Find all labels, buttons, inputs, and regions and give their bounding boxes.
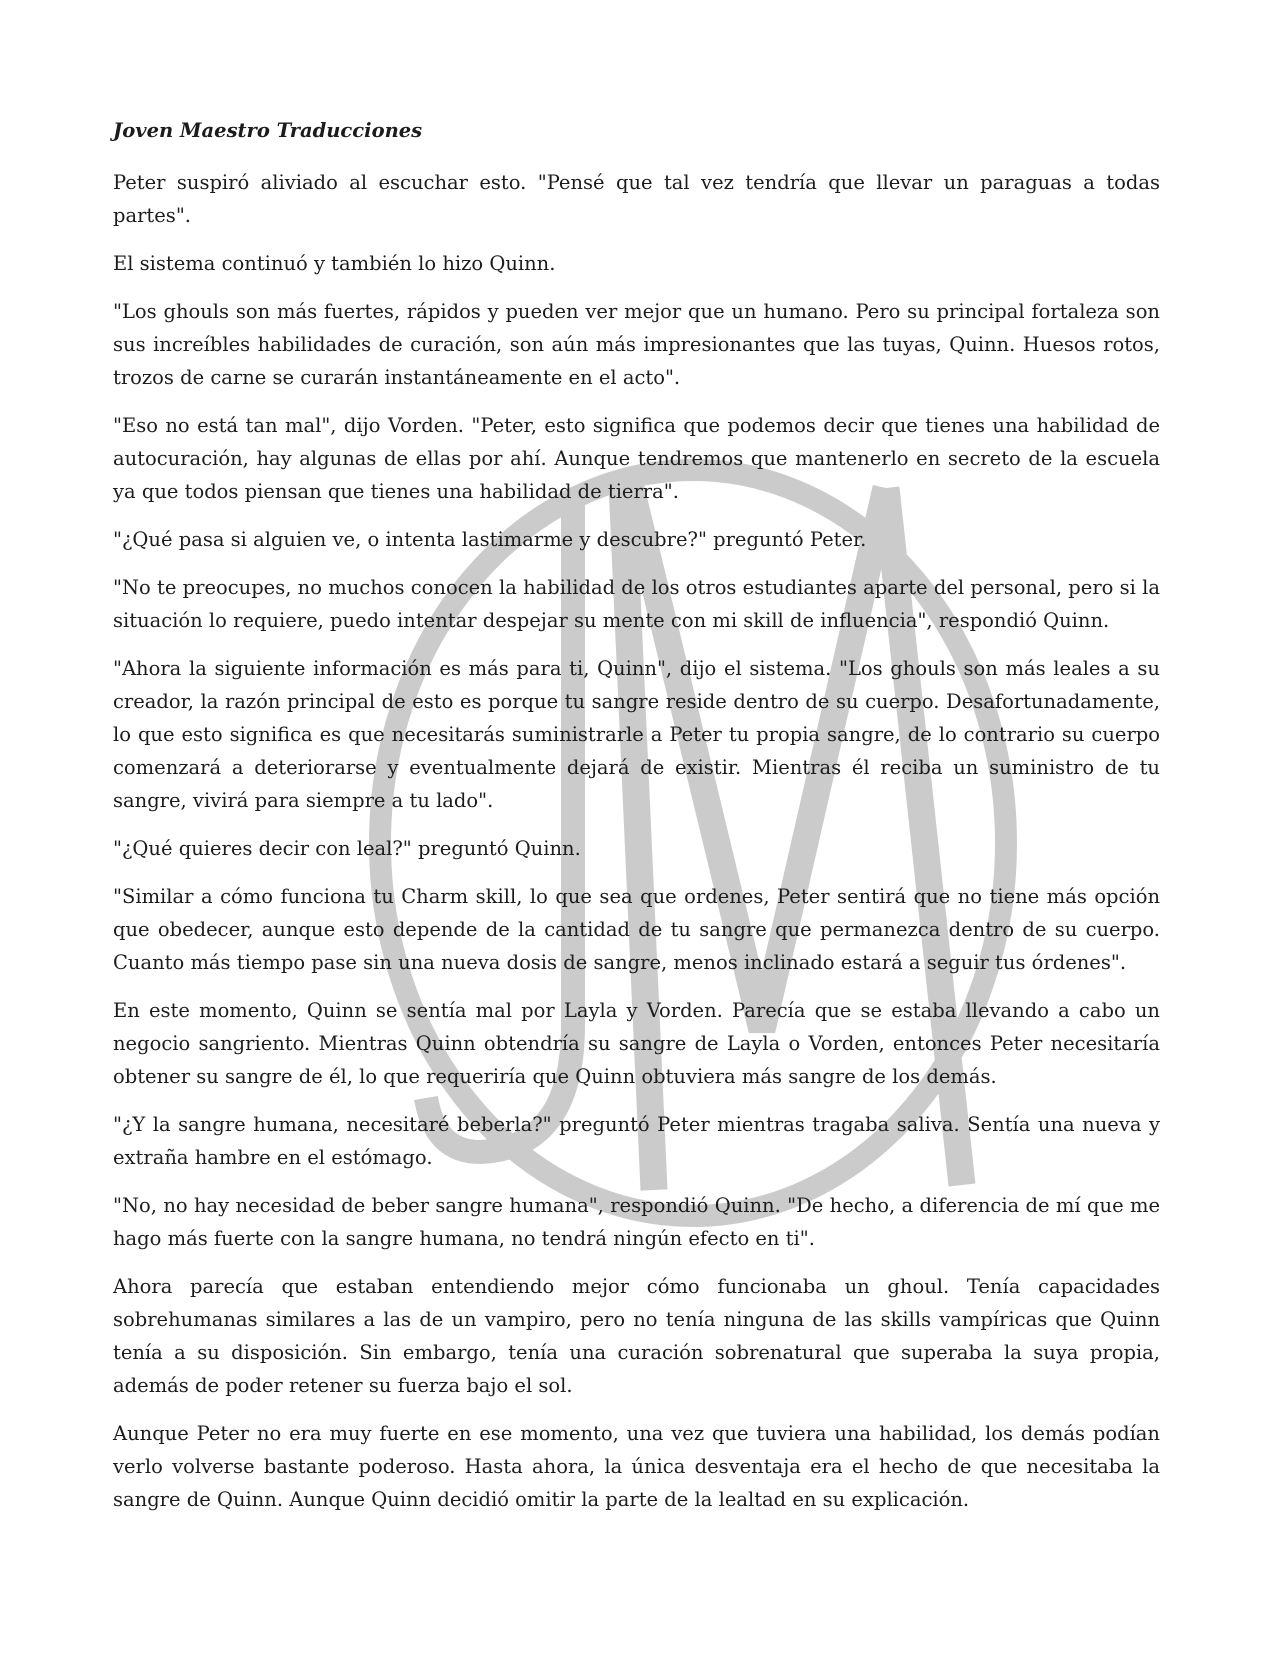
paragraph: "¿Qué quieres decir con leal?" preguntó Quinn.	[113, 837, 581, 860]
paragraph: "Los ghouls son más fuertes, rápidos y pueden ver mejor que un humano. Pero su principal fortaleza son sus increíbles habilidades de curación, son aún más impresionantes que las tuyas, Quinn. Huesos rotos, trozos de carne se curarán instantáneamente en el acto".	[113, 300, 1160, 389]
paragraph: El sistema continuó y también lo hizo Quinn.	[113, 252, 556, 275]
paragraph: "¿Y la sangre humana, necesitaré beberla?" preguntó Peter mientras tragaba saliva. Sentía una nueva y extraña hambre en el estómago.	[113, 1113, 1160, 1169]
document-title: Joven Maestro Traducciones	[113, 119, 423, 142]
paragraph: "Eso no está tan mal", dijo Vorden. "Peter, esto significa que podemos decir que tienes una habilidad de autocuración, hay algunas de ellas por ahí. Aunque tendremos que mantenerlo en secreto de la escuela ya que todos piensan que tienes una habilidad de tierra".	[113, 414, 1160, 503]
paragraph: "Similar a cómo funciona tu Charm skill, lo que sea que ordenes, Peter sentirá que no tiene más opción que obedecer, aunque esto depende de la cantidad de tu sangre que permanezca dentro de su cuerpo. Cuanto más tiempo pase sin una nueva dosis de sangre, menos inclinado estará a seguir tus órdenes".	[113, 885, 1160, 974]
paragraph: Aunque Peter no era muy fuerte en ese momento, una vez que tuviera una habilidad, los demás podían verlo volverse bastante poderoso. Hasta ahora, la única desventaja era el hecho de que necesitaba la sangre de Quinn. Aunque Quinn decidió omitir la parte de la lealtad en su explicación.	[113, 1422, 1160, 1511]
paragraph: "No, no hay necesidad de beber sangre humana", respondió Quinn. "De hecho, a diferencia de mí que me hago más fuerte con la sangre humana, no tendrá ningún efecto en ti".	[113, 1194, 1160, 1250]
paragraph: En este momento, Quinn se sentía mal por Layla y Vorden. Parecía que se estaba llevando a cabo un negocio sangriento. Mientras Quinn obtendría su sangre de Layla o Vorden, entonces Peter necesitaría obtener su sangre de él, lo que requeriría que Quinn obtuviera más sangre de los demás.	[113, 999, 1160, 1088]
paragraph: "No te preocupes, no muchos conocen la habilidad de los otros estudiantes aparte del personal, pero si la situación lo requiere, puedo intentar despejar su mente con mi skill de influencia", respondió Quinn.	[113, 576, 1160, 632]
paragraph: Peter suspiró aliviado al escuchar esto. "Pensé que tal vez tendría que llevar un paraguas a todas partes".	[113, 171, 1160, 227]
paragraph: Ahora parecía que estaban entendiendo mejor cómo funcionaba un ghoul. Tenía capacidades sobrehumanas similares a las de un vampiro, pero no tenía ninguna de las skills vampíricas que Quinn tenía a su disposición. Sin embargo, tenía una curación sobrenatural que superaba la suya propia, además de poder retener su fuerza bajo el sol.	[113, 1275, 1160, 1397]
paragraph: "Ahora la siguiente información es más para ti, Quinn", dijo el sistema. "Los ghouls son más leales a su creador, la razón principal de esto es porque tu sangre reside dentro de su cuerpo. Desafortunadamente, lo que esto significa es que necesitarás suministrarle a Peter tu propia sangre, de lo contrario su cuerpo comenzará a deteriorarse y eventualmente dejará de existir. Mientras él reciba un suministro de tu sangre, vivirá para siempre a tu lado".	[113, 657, 1160, 812]
paragraph: "¿Qué pasa si alguien ve, o intenta lastimarme y descubre?" preguntó Peter.	[113, 528, 867, 551]
